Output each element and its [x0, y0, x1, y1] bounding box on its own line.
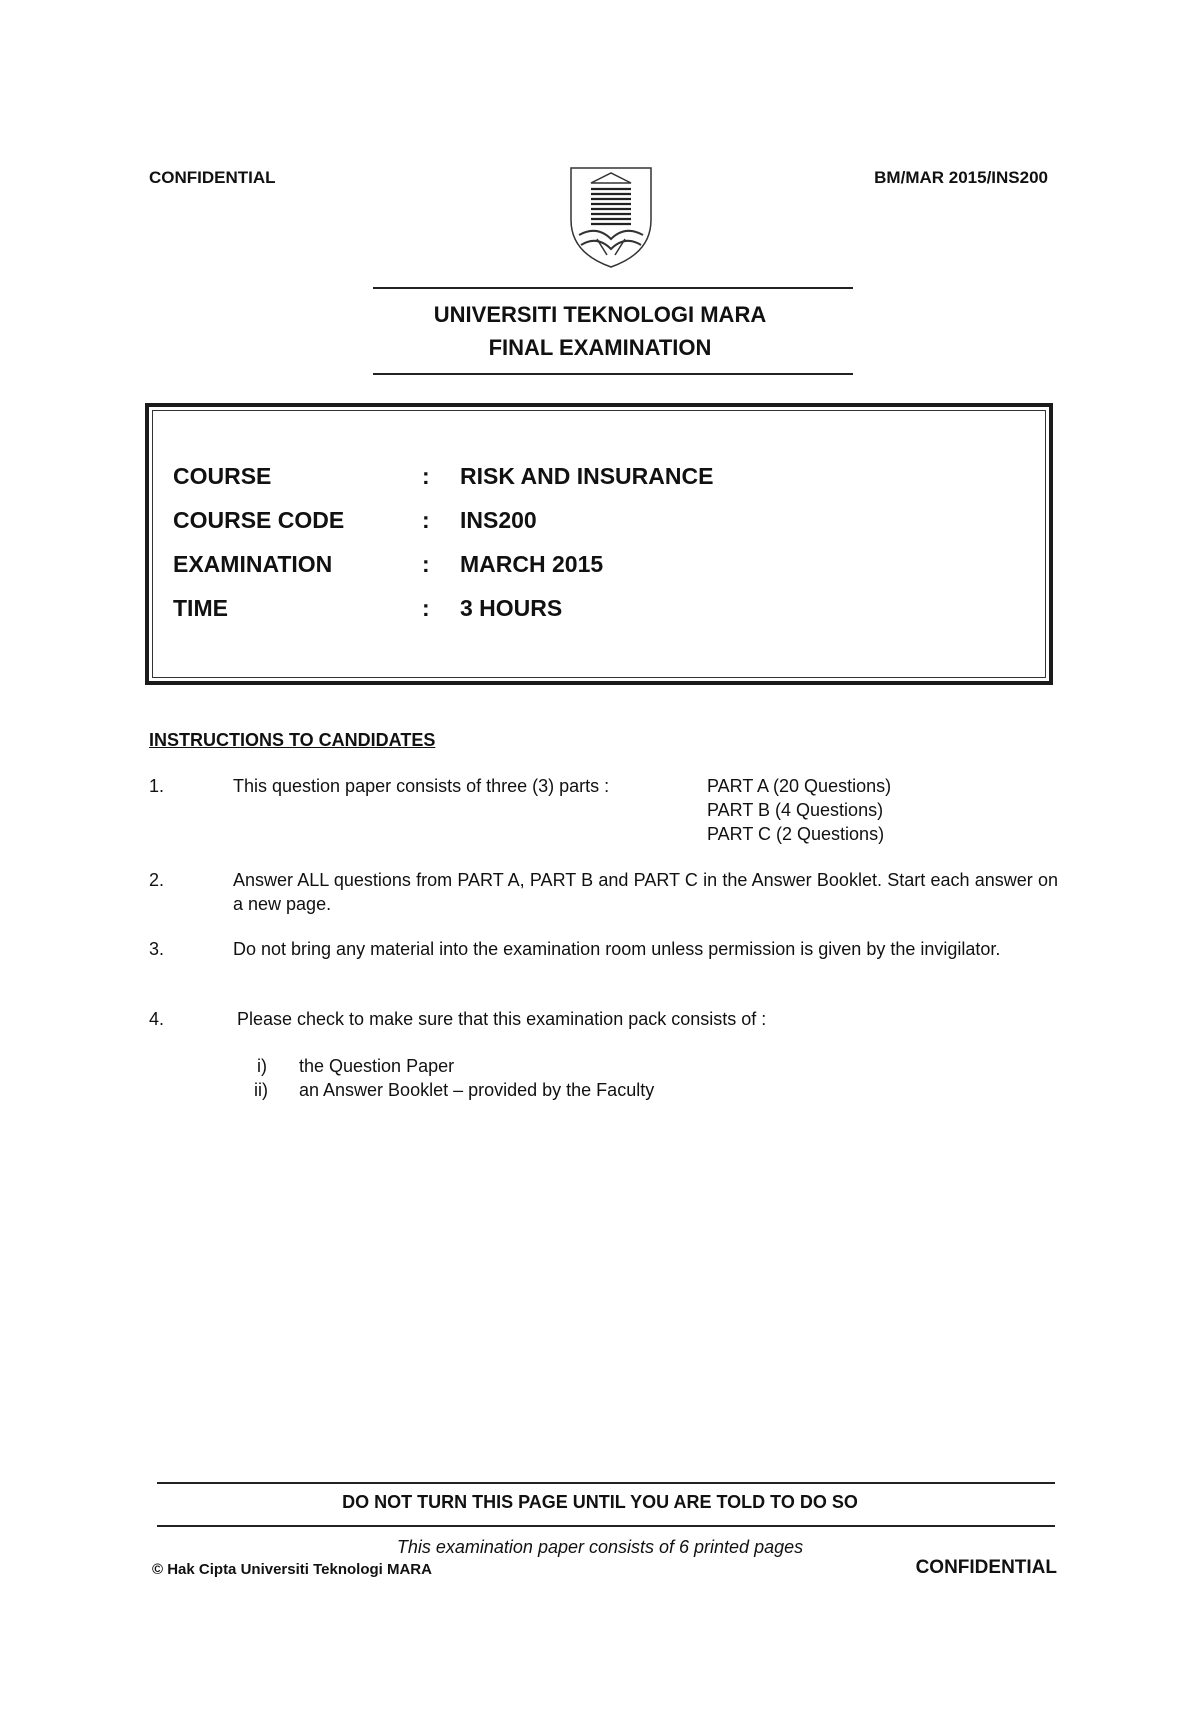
footer-top-rule — [157, 1482, 1055, 1484]
university-crest-icon — [567, 165, 655, 270]
instructions-heading: INSTRUCTIONS TO CANDIDATES — [149, 730, 436, 750]
exam-type: FINAL EXAMINATION — [488, 335, 712, 360]
footer-copyright: © Hak Cipta Universiti Teknologi MARA — [152, 1561, 432, 1578]
instruction-3-number: 3. — [149, 939, 165, 959]
instruction-4-sub-2-text: an Answer Booklet – provided by the Faculty — [299, 1080, 655, 1100]
course-code-label: COURSE CODE — [173, 507, 345, 533]
time-value: 3 HOURS — [460, 595, 563, 621]
time-label: TIME — [173, 595, 228, 621]
header-confidential: CONFIDENTIAL — [149, 168, 276, 187]
instruction-4-sub-1-text: the Question Paper — [299, 1056, 455, 1076]
course-colon: : — [422, 463, 430, 489]
instruction-2-text: Answer ALL questions from PART A, PART B and PART C in the Answer Booklet. Start each answer on a new page. — [233, 870, 1058, 914]
instruction-2-number: 2. — [149, 870, 165, 890]
title-top-rule — [373, 287, 853, 289]
footer-confidential: CONFIDENTIAL — [915, 1557, 1057, 1578]
instruction-1-part-c: PART C (2 Questions) — [707, 824, 885, 844]
instruction-4-number: 4. — [149, 1009, 165, 1029]
instruction-1-text: This question paper consists of three (3) parts : — [233, 776, 610, 796]
instruction-1-number: 1. — [149, 776, 165, 796]
instruction-1-part-a: PART A (20 Questions) — [707, 776, 892, 796]
course-label: COURSE — [173, 463, 272, 489]
examination-value: MARCH 2015 — [460, 551, 604, 577]
time-colon: : — [422, 595, 430, 621]
instruction-4-text: Please check to make sure that this examination pack consists of : — [237, 1009, 767, 1029]
examination-label: EXAMINATION — [173, 551, 333, 577]
footer-bottom-rule — [157, 1525, 1055, 1527]
instruction-4-sub-2-number: ii) — [254, 1080, 268, 1100]
header-paper-code: BM/MAR 2015/INS200 — [874, 168, 1048, 187]
university-name: UNIVERSITI TEKNOLOGI MARA — [433, 302, 767, 327]
instruction-4-sub-1-number: i) — [257, 1056, 267, 1076]
instruction-1-part-b: PART B (4 Questions) — [707, 800, 884, 820]
course-code-colon: : — [422, 507, 430, 533]
course-value: RISK AND INSURANCE — [460, 463, 714, 489]
instruction-3-text: Do not bring any material into the examination room unless permission is given by the invigilator. — [233, 939, 1001, 959]
footer-pages-note: This examination paper consists of 6 printed pages — [396, 1537, 804, 1557]
title-bottom-rule — [373, 373, 853, 375]
examination-colon: : — [422, 551, 430, 577]
course-code-value: INS200 — [460, 507, 537, 533]
footer-warning: DO NOT TURN THIS PAGE UNTIL YOU ARE TOLD TO DO SO — [342, 1492, 858, 1512]
course-details-inner-border — [152, 410, 1046, 678]
